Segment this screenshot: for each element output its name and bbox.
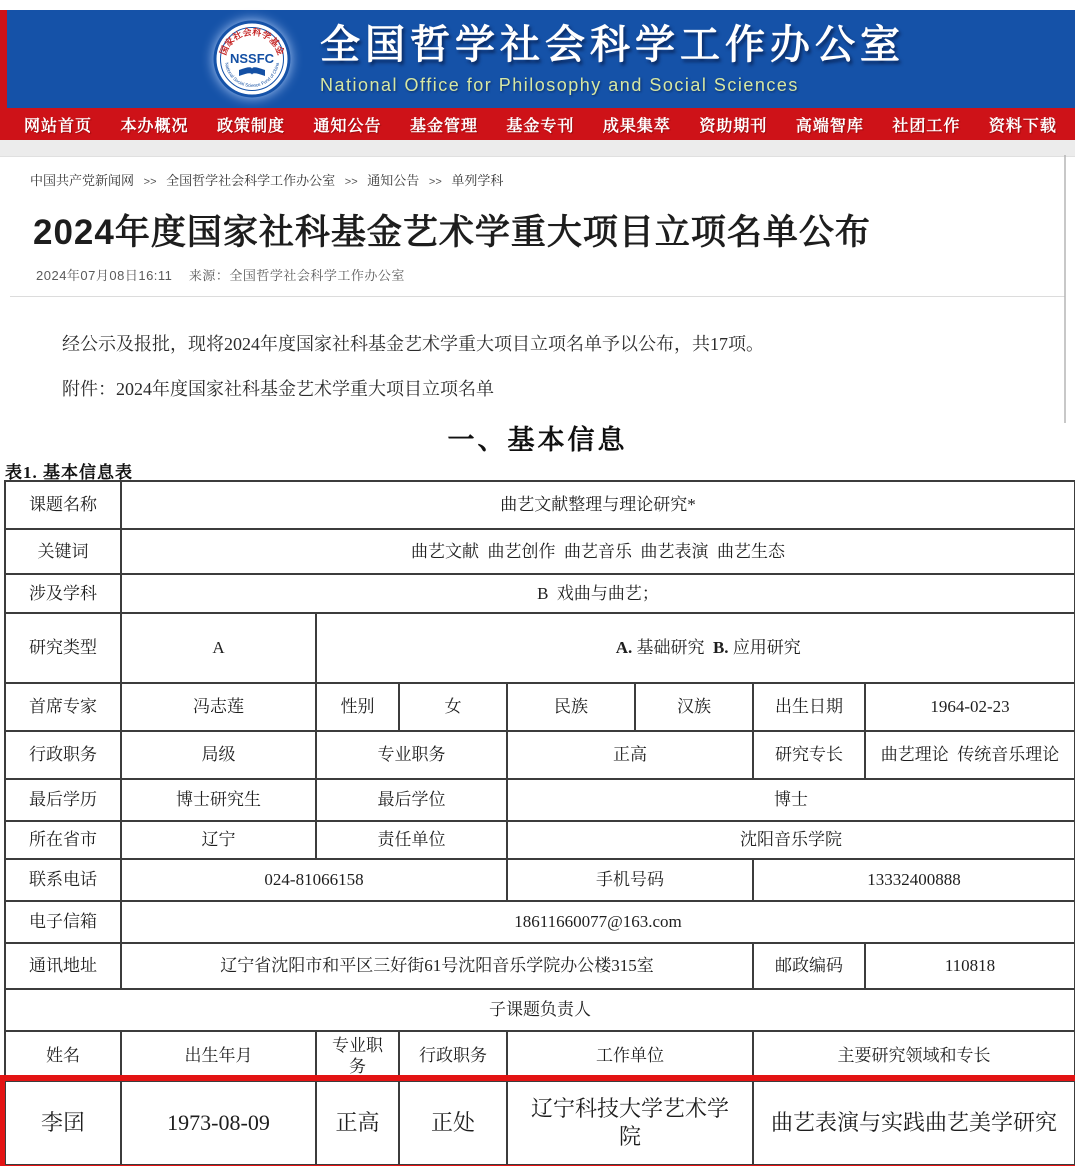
svg-text:NSSFC: NSSFC <box>229 51 275 66</box>
breadcrumb-link-notices[interactable]: 通知公告 <box>367 173 420 188</box>
option-b-prefix: B. <box>712 638 729 658</box>
cell-ethnicity-label: 民族 <box>507 683 635 731</box>
cell-prof-label: 专业职务 <box>316 731 507 779</box>
scrollbar[interactable] <box>1064 155 1066 423</box>
breadcrumb-separator: >> <box>428 176 442 188</box>
table-row <box>5 859 1075 901</box>
nav-item-home[interactable]: 网站首页 <box>24 117 93 135</box>
header-bottom-strip <box>0 140 1075 157</box>
cell-birth-value: 1964-02-23 <box>865 683 1075 731</box>
article-title: 2024年度国家社科基金艺术学重大项目立项名单公布 <box>33 213 871 252</box>
table-row <box>5 989 1075 1031</box>
cell-prof-value: 正高 <box>507 731 753 779</box>
article-date: 2024年07月08日16:11 <box>36 268 173 283</box>
cell-birth-label: 出生日期 <box>753 683 865 731</box>
breadcrumb <box>30 170 503 189</box>
cell-discipline-label: 涉及学科 <box>5 574 121 613</box>
cell-gender-value: 女 <box>399 683 507 731</box>
cell-zip-value: 110818 <box>865 943 1075 989</box>
cell-specialty-label: 研究专长 <box>753 731 865 779</box>
site-title: 全国哲学社会科学工作办公室 <box>320 21 905 67</box>
option-a-text: 基础研究 <box>632 638 713 658</box>
nav-item-policy[interactable]: 政策制度 <box>216 117 285 135</box>
cell-research-type-label: 研究类型 <box>5 613 121 683</box>
cell-sub-header-field: 主要研究领域和专长 <box>753 1031 1075 1081</box>
breadcrumb-link-discipline[interactable]: 单列学科 <box>451 173 504 188</box>
cell-admin-post-label: 行政职务 <box>5 731 121 779</box>
cell-education-label: 最后学历 <box>5 779 121 821</box>
cell-degree-label: 最后学位 <box>316 779 507 821</box>
cell-sub-header-name: 姓名 <box>5 1031 121 1081</box>
highlighted-table-row <box>5 1081 1075 1165</box>
breadcrumb-separator: >> <box>143 176 157 188</box>
svg-text:National Social Science Fund o: National Social Science Fund of China <box>224 62 280 89</box>
table-row <box>5 943 1075 989</box>
cell-sub-row-org: 辽宁科技大学艺术学院 <box>507 1081 753 1165</box>
cell-org-label: 责任单位 <box>316 821 507 859</box>
table-row <box>5 481 1075 529</box>
cell-degree-value: 博士 <box>507 779 1075 821</box>
article-source: 来源：全国哲学社会科学工作办公室 <box>188 268 405 283</box>
table-row <box>5 821 1075 859</box>
cell-sub-row-prof: 正高 <box>316 1081 399 1165</box>
cell-province-label: 所在省市 <box>5 821 121 859</box>
cell-sub-header-birth: 出生年月 <box>121 1031 316 1081</box>
cell-sub-row-field: 曲艺表演与实践曲艺美学研究 <box>753 1081 1075 1165</box>
cell-email-value: 18611660077@163.com <box>121 901 1075 943</box>
table-row <box>5 731 1075 779</box>
table-caption: 表1. 基本信息表 <box>5 463 133 482</box>
option-b-text: 应用研究 <box>728 638 801 658</box>
table-row <box>5 779 1075 821</box>
cell-education-value: 博士研究生 <box>121 779 316 821</box>
cell-keywords-label: 关键词 <box>5 529 121 574</box>
nav-item-associations[interactable]: 社团工作 <box>892 117 961 135</box>
svg-text:国家社会科学基金: 国家社会科学基金 <box>217 26 287 57</box>
section-heading: 一、基本信息 <box>447 425 628 455</box>
breadcrumb-link-cpcnews[interactable]: 中国共产党新闻网 <box>30 173 135 188</box>
cell-province-value: 辽宁 <box>121 821 316 859</box>
cell-sub-row-admin: 正处 <box>399 1081 507 1165</box>
cell-admin-post-value: 局级 <box>121 731 316 779</box>
cell-address-label: 通讯地址 <box>5 943 121 989</box>
nav-item-think-tanks[interactable]: 高端智库 <box>795 117 864 135</box>
nav-item-fund-management[interactable]: 基金管理 <box>409 117 478 135</box>
cell-sub-section-title: 子课题负责人 <box>5 989 1075 1031</box>
cell-topic-value: 曲艺文献整理与理论研究* <box>121 481 1075 529</box>
cell-research-type-options <box>316 613 1075 683</box>
cell-phone-label: 联系电话 <box>5 859 121 901</box>
nav-item-about[interactable]: 本办概况 <box>120 117 189 135</box>
basic-info-table <box>4 480 1075 1166</box>
cell-address-value: 辽宁省沈阳市和平区三好街61号沈阳音乐学院办公楼315室 <box>121 943 753 989</box>
table-row <box>5 574 1075 613</box>
cell-sub-row-name: 李囝 <box>5 1081 121 1165</box>
main-navigation <box>0 108 1075 140</box>
cell-ethnicity-value: 汉族 <box>635 683 753 731</box>
cell-chief-expert-label: 首席专家 <box>5 683 121 731</box>
table-row <box>5 613 1075 683</box>
divider-line <box>10 296 1065 297</box>
cell-research-type-value: A <box>121 613 316 683</box>
cell-org-value: 沈阳音乐学院 <box>507 821 1075 859</box>
table-row <box>5 529 1075 574</box>
cell-sub-header-prof: 专业职务 <box>316 1031 399 1081</box>
site-subtitle-english: National Office for Philosophy and Social Sciences <box>320 74 799 95</box>
breadcrumb-link-office[interactable]: 全国哲学社会科学工作办公室 <box>166 173 336 188</box>
cell-phone-value: 024-81066158 <box>121 859 507 901</box>
cell-sub-header-admin: 行政职务 <box>399 1031 507 1081</box>
cell-zip-label: 邮政编码 <box>753 943 865 989</box>
table-row <box>5 1031 1075 1081</box>
nav-item-notices[interactable]: 通知公告 <box>313 117 382 135</box>
cell-topic-label: 课题名称 <box>5 481 121 529</box>
nav-item-funded-periodicals[interactable]: 资助期刊 <box>699 117 768 135</box>
option-a-prefix: A. <box>615 638 633 658</box>
table-row <box>5 683 1075 731</box>
cell-gender-label: 性别 <box>316 683 399 731</box>
cell-mobile-value: 13332400888 <box>753 859 1075 901</box>
cell-specialty-value: 曲艺理论 传统音乐理论 <box>865 731 1075 779</box>
attachment-link[interactable]: 附件：2024年度国家社科基金艺术学重大项目立项名单 <box>62 379 494 399</box>
cell-chief-expert-name: 冯志莲 <box>121 683 316 731</box>
cell-keywords-value: 曲艺文献 曲艺创作 曲艺音乐 曲艺表演 曲艺生态 <box>121 529 1075 574</box>
cell-discipline-value: B 戏曲与曲艺； <box>121 574 1075 613</box>
breadcrumb-separator: >> <box>344 176 358 188</box>
nav-item-fund-journal[interactable]: 基金专刊 <box>506 117 575 135</box>
cell-sub-row-birth: 1973-08-09 <box>121 1081 316 1165</box>
cell-mobile-label: 手机号码 <box>507 859 753 901</box>
left-red-edge-strip <box>0 10 7 140</box>
site-header <box>7 10 1075 108</box>
nav-item-achievements[interactable]: 成果集萃 <box>602 117 671 135</box>
cell-sub-header-org: 工作单位 <box>507 1031 753 1081</box>
article-meta <box>36 265 405 284</box>
nssfc-logo-icon[interactable] <box>212 19 292 99</box>
table-row <box>5 901 1075 943</box>
cell-email-label: 电子信箱 <box>5 901 121 943</box>
nav-item-downloads[interactable]: 资料下载 <box>988 117 1057 135</box>
announcement-paragraph: 经公示及报批，现将2024年度国家社科基金艺术学重大项目立项名单予以公布，共17项。 <box>62 334 764 354</box>
